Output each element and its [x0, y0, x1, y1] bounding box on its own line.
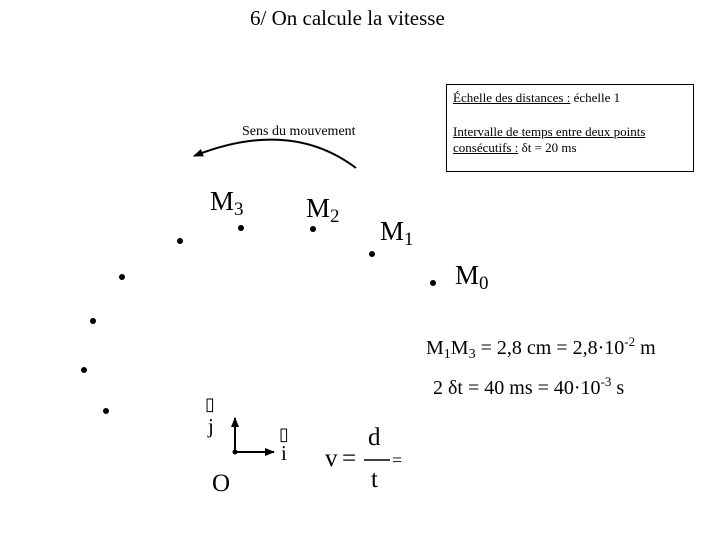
page-title: 6/ On calcule la vitesse — [250, 6, 445, 30]
interval-label-2: consécutifs : — [453, 140, 519, 155]
origin-point — [233, 450, 238, 455]
trajectory-point — [238, 225, 244, 231]
fraction-numerator: d — [368, 424, 381, 451]
point-label-m3: $M_3$ — [210, 186, 244, 220]
trajectory-point — [103, 408, 109, 414]
i-vector-label: i — [281, 441, 287, 465]
origin-label: O — [212, 470, 231, 497]
scale-value: échelle 1 — [570, 90, 621, 105]
velocity-equals-trailing: = — [392, 450, 403, 470]
i-vector-symbol: ▯ — [279, 424, 289, 444]
point-label-m0: $M_0$ — [455, 260, 489, 294]
point-label-m1: $M_1$ — [380, 216, 414, 250]
trajectory-point — [90, 318, 96, 324]
trajectory-point — [177, 238, 183, 244]
interval-label-1: Intervalle de temps entre deux points — [453, 124, 646, 139]
j-vector-label: j — [208, 414, 214, 438]
trajectory-point — [369, 251, 375, 257]
trajectory-point — [430, 280, 436, 286]
motion-arrow — [194, 140, 356, 168]
trajectory-point — [81, 367, 87, 373]
time-equation: 2 δt = 40 ms = $40\cdot 10^{-3}$ s — [433, 374, 625, 399]
interval-value: δt = 20 ms — [518, 140, 577, 155]
fraction-denominator: t — [371, 466, 378, 493]
distance-equation: $M_1M_3 = 2,8$ cm = $2,8\cdot 10^{-2}$ m — [426, 334, 656, 362]
velocity-equals: = — [342, 445, 357, 472]
j-vector-symbol: ▯ — [205, 394, 215, 414]
point-label-m2: $M_2$ — [306, 193, 340, 227]
trajectory-point — [119, 274, 125, 280]
scale-label: Échelle des distances : — [453, 90, 571, 105]
motion-direction-label: Sens du mouvement — [242, 124, 356, 139]
velocity-symbol: v — [325, 445, 338, 472]
